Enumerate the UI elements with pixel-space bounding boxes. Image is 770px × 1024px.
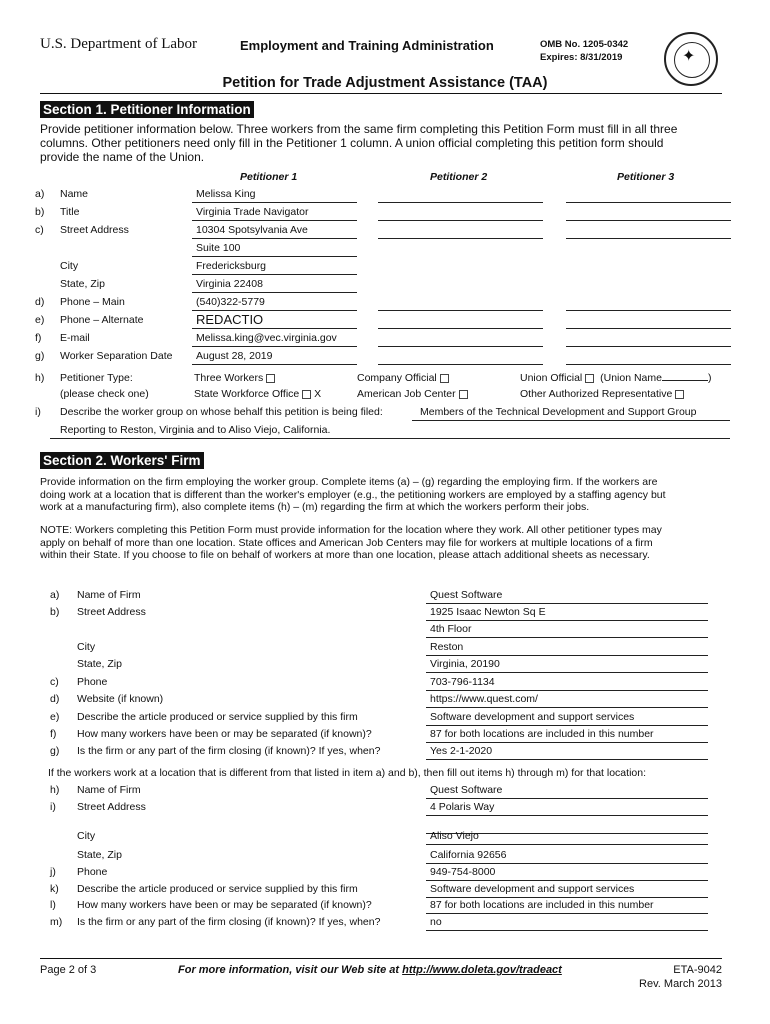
item-value[interactable]: Virginia, 20190 — [430, 658, 500, 670]
petitioner3-field-line[interactable] — [566, 364, 731, 365]
checkbox-state-office[interactable] — [302, 390, 311, 399]
option-ajc-label: American Job Center — [357, 388, 456, 400]
item-value[interactable]: https://www.quest.com/ — [430, 693, 538, 705]
item-field-line — [426, 913, 708, 914]
checkbox-three-workers[interactable] — [266, 374, 275, 383]
option-state-office-label: State Workforce Office — [194, 388, 300, 400]
petitioner1-field-line — [192, 274, 357, 275]
item-field-line — [426, 637, 708, 638]
option-three-workers-label: Three Workers — [194, 372, 264, 384]
petitioner1-field-line — [192, 238, 357, 239]
item-letter: j) — [50, 866, 56, 878]
item-field-line — [426, 798, 708, 799]
petitioner1-field-line — [192, 364, 357, 365]
field-letter: b) — [35, 206, 45, 218]
petitioner3-field-line[interactable] — [566, 310, 731, 311]
petitioner1-value[interactable]: Suite 100 — [196, 242, 241, 254]
item-field-line — [426, 725, 708, 726]
option-other-rep[interactable] — [520, 388, 684, 400]
footer-info-text: For more information, visit our Web site at — [178, 964, 400, 976]
describe-value-1[interactable]: Members of the Technical Development and Support Group — [420, 406, 697, 418]
petitioner1-value[interactable]: Melissa.king@vec.virginia.gov — [196, 332, 337, 344]
petitioner1-field-line — [192, 292, 357, 293]
section2-note-line: apply on behalf of more than one location. State offices and American Job Centers may file for workers at multiple locations of a firm — [40, 536, 653, 549]
item-field-line — [426, 880, 708, 881]
department-seal-icon: ✦ — [664, 32, 718, 86]
option-company-official-label: Company Official — [357, 372, 437, 384]
field-letter: f) — [35, 332, 42, 344]
section1-intro-line: provide the name of the Union. — [40, 150, 205, 164]
item-field-line — [426, 655, 708, 656]
omb-number: OMB No. 1205-0342 — [540, 39, 629, 50]
item-value[interactable]: 4 Polaris Way — [430, 801, 495, 813]
item-value[interactable]: 4th Floor — [430, 623, 472, 635]
checkbox-ajc[interactable] — [459, 390, 468, 399]
petitioner1-field-line — [192, 202, 357, 203]
section2-intro-line: doing work at a location that is different than the worker's employer (e.g., the petitioning workers are employed by a staffing agency but — [40, 488, 666, 501]
petitioner-type-sublabel: (please check one) — [60, 388, 149, 400]
item-field-line — [426, 863, 708, 864]
checkbox-union-official[interactable] — [585, 374, 594, 383]
section2-note — [40, 524, 730, 562]
item-letter: l) — [50, 899, 56, 911]
item-value[interactable]: 949-754-8000 — [430, 866, 496, 878]
field-letter: d) — [35, 296, 45, 308]
form-revision: Rev. March 2013 — [639, 978, 722, 990]
item-value[interactable]: Software development and support services — [430, 883, 635, 895]
option-three-workers[interactable] — [194, 372, 275, 384]
item-field-line — [426, 844, 708, 845]
item-value[interactable]: 703-796-1134 — [430, 676, 495, 688]
title-rule — [40, 93, 722, 94]
field-letter: c) — [35, 224, 44, 236]
item-value[interactable]: Yes 2-1-2020 — [430, 745, 493, 757]
section1-intro — [40, 122, 730, 164]
page-number: Page 2 of 3 — [40, 964, 97, 976]
petitioner2-field-line[interactable] — [378, 346, 543, 347]
agency-name: Employment and Training Administration — [240, 38, 494, 53]
footer-link[interactable]: http://www.doleta.gov/tradeact — [402, 964, 562, 976]
item-value[interactable]: Quest Software — [430, 784, 503, 796]
item-label: Is the firm or any part of the firm closing (if known)? If yes, when? — [77, 916, 381, 928]
field-label: Name — [60, 188, 89, 200]
field-label: State, Zip — [60, 278, 105, 290]
field-label: Phone – Main — [60, 296, 125, 308]
field-letter: g) — [35, 350, 45, 362]
petitioner2-field-line[interactable] — [378, 202, 543, 203]
item-label: Is the firm or any part of the firm closing (if known)? If yes, when? — [77, 745, 381, 757]
item-label: How many workers have been or may be separated (if known)? — [77, 899, 372, 911]
item-value[interactable]: 87 for both locations are included in this number — [430, 728, 654, 740]
section2-intro-line: Provide information on the firm employing the worker group. Complete items (a) – (g) regarding the employing firm. If the workers are — [40, 476, 658, 488]
option-state-office[interactable] — [194, 388, 321, 400]
item-value[interactable]: 1925 Isaac Newton Sq E — [430, 606, 546, 618]
describe-value-2[interactable]: Reporting to Reston, Virginia and to Aliso Viejo, California. — [60, 424, 331, 436]
item-value[interactable]: California 92656 — [430, 849, 507, 861]
item-field-line — [426, 815, 708, 816]
petitioner2-field-line[interactable] — [378, 238, 543, 239]
petitioner3-field-line[interactable] — [566, 220, 731, 221]
checkbox-company-official[interactable] — [440, 374, 449, 383]
item-label: City — [77, 830, 96, 842]
item-field-line — [426, 742, 708, 743]
petitioner2-field-line[interactable] — [378, 364, 543, 365]
item-field-line — [426, 672, 708, 673]
field-label: Title — [60, 206, 80, 218]
petitioner1-value[interactable]: Fredericksburg — [196, 260, 267, 272]
column-petitioner-2: Petitioner 2 — [430, 171, 488, 183]
footer-info — [178, 964, 562, 976]
option-company-official[interactable] — [357, 372, 449, 384]
field-letter: e) — [35, 314, 45, 326]
option-union-official[interactable]: Union Official (Union Name ) — [520, 372, 712, 384]
item-field-line — [426, 707, 708, 708]
item-letter: m) — [50, 916, 63, 928]
item-field-line — [426, 620, 708, 621]
section2-intro — [40, 476, 730, 514]
describe-letter: i) — [35, 406, 41, 418]
item-value[interactable]: 87 for both locations are included in this number — [430, 899, 654, 911]
item-label: Phone — [77, 676, 108, 688]
petitioner3-field-line[interactable] — [566, 202, 731, 203]
item-label: State, Zip — [77, 658, 122, 670]
item-letter: k) — [50, 883, 59, 895]
type-letter: h) — [35, 372, 45, 384]
location-note: If the workers work at a location that is different from that listed in item a) and b), then fill out items h) through m) for that location: — [48, 767, 646, 779]
item-letter: h) — [50, 784, 60, 796]
item-value[interactable]: Aliso Viejo — [430, 830, 479, 842]
union-name-label: (Union Name — [600, 372, 662, 384]
item-value[interactable]: Quest Software — [430, 589, 503, 601]
describe-label: Describe the worker group on whose behalf this petition is being filed: — [60, 406, 383, 418]
petitioner1-value[interactable]: August 28, 2019 — [196, 350, 273, 362]
item-letter: d) — [50, 693, 60, 705]
petitioner1-value[interactable]: Melissa King — [196, 188, 256, 200]
item-letter: g) — [50, 745, 60, 757]
describe-underline — [412, 420, 730, 421]
item-field-line — [426, 603, 708, 604]
option-union-official-label: Union Official — [520, 372, 583, 384]
petitioner1-field-line — [192, 256, 357, 257]
section2-heading: Section 2. Workers' Firm — [40, 452, 204, 469]
petitioner3-field-line[interactable] — [566, 238, 731, 239]
petitioner2-field-line[interactable] — [378, 220, 543, 221]
item-letter: e) — [50, 711, 60, 723]
option-ajc[interactable] — [357, 388, 468, 400]
item-field-line — [426, 759, 708, 760]
item-value[interactable]: Software development and support services — [430, 711, 635, 723]
item-label: Website (if known) — [77, 693, 164, 705]
item-label: State, Zip — [77, 849, 122, 861]
petitioner1-field-line — [192, 328, 357, 329]
column-petitioner-1: Petitioner 1 — [240, 171, 298, 183]
item-value[interactable]: Reston — [430, 641, 464, 653]
item-letter: c) — [50, 676, 59, 688]
petitioner1-field-line — [192, 220, 357, 221]
item-label: City — [77, 641, 96, 653]
item-label: Name of Firm — [77, 784, 141, 796]
item-label: Phone — [77, 866, 108, 878]
column-petitioner-3: Petitioner 3 — [617, 171, 675, 183]
section2-intro-line: work at a manufacturing firm), also complete items (h) – (m) regarding the firm at which the workers perform their jobs. — [40, 501, 590, 513]
section1-heading: Section 1. Petitioner Information — [40, 101, 254, 118]
petitioner1-value[interactable]: Virginia Trade Navigator — [196, 206, 309, 218]
petitioner1-value[interactable]: 10304 Spotsylvania Ave — [196, 224, 308, 236]
omb-info — [540, 38, 628, 64]
item-letter: a) — [50, 589, 60, 601]
form-number: ETA-9042 — [673, 964, 722, 976]
item-label: Describe the article produced or service supplied by this firm — [77, 711, 358, 723]
petitioner2-field-line[interactable] — [378, 328, 543, 329]
option-other-rep-label: Other Authorized Representative — [520, 388, 673, 400]
petitioner3-field-line[interactable] — [566, 346, 731, 347]
form-title: Petition for Trade Adjustment Assistance (TAA) — [222, 75, 548, 91]
item-label: Street Address — [77, 801, 146, 813]
item-label: How many workers have been or may be separated (if known)? — [77, 728, 372, 740]
checkbox-other-rep[interactable] — [675, 390, 684, 399]
item-label: Street Address — [77, 606, 146, 618]
footer-rule — [40, 958, 722, 959]
petitioner1-value[interactable]: REDACTIO — [196, 312, 264, 327]
petitioner1-field-line — [192, 346, 357, 347]
petitioner1-field-line — [192, 310, 357, 311]
expiration-date: Expires: 8/31/2019 — [540, 52, 623, 63]
describe-underline — [50, 438, 730, 439]
petitioner2-field-line[interactable] — [378, 310, 543, 311]
section2-note-line: NOTE: Workers completing this Petition Form must provide information for the location where they work. All other petitioner types may — [40, 524, 662, 536]
field-label: Street Address — [60, 224, 129, 236]
field-label: Phone – Alternate — [60, 314, 144, 326]
item-field-line — [426, 690, 708, 691]
petitioner1-value[interactable]: (540)322-5779 — [196, 296, 265, 308]
field-letter: a) — [35, 188, 45, 200]
item-label: Describe the article produced or service supplied by this firm — [77, 883, 358, 895]
item-field-line — [426, 930, 708, 931]
section2-note-line: within their State. If you choose to file on behalf of workers at more than one location, please attach additional sheets as necessary. — [40, 549, 650, 561]
item-letter: i) — [50, 801, 56, 813]
petitioner-type-label: Petitioner Type: — [60, 372, 133, 384]
item-value[interactable]: no — [430, 916, 442, 928]
department-name: U.S. Department of Labor — [40, 36, 198, 52]
field-label: City — [60, 260, 79, 272]
item-letter: f) — [50, 728, 57, 740]
section1-intro-line: Provide petitioner information below. Three workers from the same firm completing this Petition Form must fill in all three — [40, 122, 678, 136]
section1-intro-line: columns. Other petitioners need only fill in the Petitioner 1 column. A union official completing this petition form should — [40, 136, 664, 150]
state-office-mark: X — [314, 388, 322, 400]
item-label: Name of Firm — [77, 589, 141, 601]
item-field-line — [426, 897, 708, 898]
petitioner1-value[interactable]: Virginia 22408 — [196, 278, 263, 290]
field-label: E-mail — [60, 332, 90, 344]
petitioner3-field-line[interactable] — [566, 328, 731, 329]
field-label: Worker Separation Date — [60, 350, 173, 362]
item-letter: b) — [50, 606, 60, 618]
